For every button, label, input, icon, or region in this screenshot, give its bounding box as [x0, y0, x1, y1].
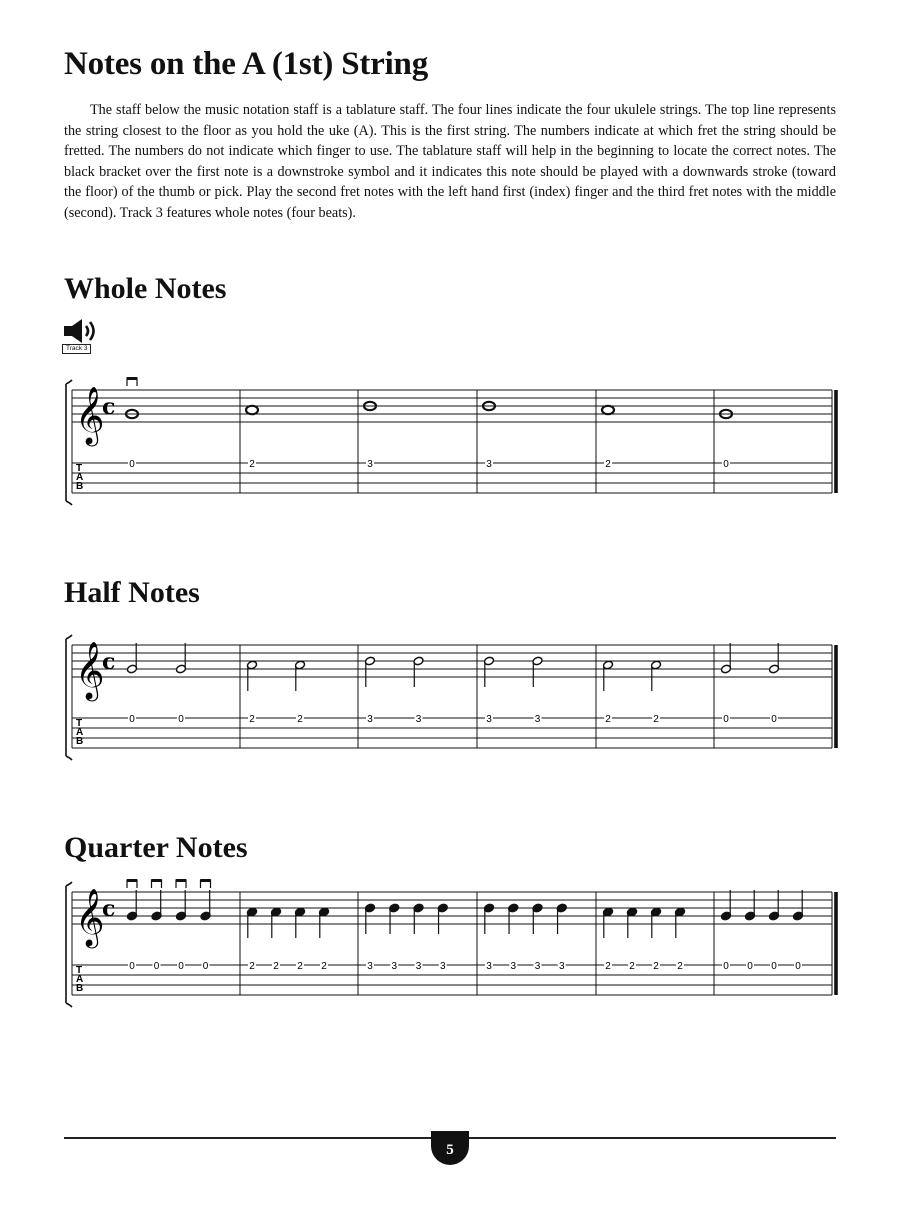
note — [365, 903, 376, 972]
note — [127, 643, 138, 725]
note — [389, 903, 400, 972]
tab-letter: T — [76, 965, 83, 976]
tab-letter: A — [76, 472, 84, 483]
note — [627, 907, 638, 972]
tab-number: 2 — [321, 961, 327, 972]
system-bracket — [66, 882, 72, 1007]
tab-letter: A — [76, 727, 84, 738]
tab-letter: T — [76, 718, 83, 729]
tab-number: 2 — [249, 714, 255, 725]
note — [745, 890, 756, 972]
tab-number: 0 — [129, 459, 135, 470]
page-title: Notes on the A (1st) String — [64, 46, 429, 82]
note — [364, 402, 376, 470]
tab-letter: B — [76, 983, 84, 994]
tab-number: 3 — [486, 961, 492, 972]
tab-number: 3 — [510, 961, 517, 972]
note — [126, 377, 138, 470]
system-bracket — [66, 380, 72, 505]
note — [176, 643, 187, 725]
tab-number: 3 — [367, 459, 373, 470]
tab-number: 0 — [747, 961, 753, 972]
note — [413, 656, 424, 725]
note — [295, 660, 306, 725]
note — [151, 879, 162, 972]
tab-number: 0 — [795, 961, 801, 972]
treble-clef: 𝄞 — [75, 386, 105, 444]
note — [651, 660, 662, 725]
tab-number: 2 — [653, 714, 659, 725]
note — [246, 406, 258, 470]
note — [247, 907, 258, 972]
tab-number: 2 — [297, 714, 303, 725]
note — [508, 903, 519, 972]
tab-number: 0 — [153, 961, 160, 972]
tab-number: 0 — [723, 459, 729, 470]
downstroke-bar — [152, 879, 162, 882]
intro-paragraph: The staff below the music notation staff is a tablature staff. The four lines indicate the four ukulele strings. The top line represents the string closest to the floor as you hold the uke (A). This is the first string. The numbers indicate at which fret the string should be fretted. The numbers do not indicate which finger to use. The tablature staff will help in the beginning to locate the correct notes. The black bracket over the first note is a downstroke symbol and it indicates this note should be played with a downwards stroke (toward the floor) of the thumb or pick. Play the second fret notes with the left hand first (index) finger and the third fret notes with the middle (second). Track 3 features whole notes (four beats). — [64, 102, 836, 221]
tab-number: 3 — [415, 714, 422, 725]
note — [176, 879, 187, 972]
music-system-half-notes — [0, 625, 900, 765]
track-label: Track 3 — [62, 344, 91, 354]
time-signature: c — [102, 649, 116, 675]
note — [127, 879, 138, 972]
notehead — [246, 406, 258, 414]
note — [247, 660, 258, 725]
tab-letter: T — [76, 463, 83, 474]
tab-number: 0 — [178, 961, 184, 972]
note — [721, 890, 732, 972]
tab-number: 2 — [297, 961, 303, 972]
note — [532, 656, 543, 725]
system-bracket — [66, 635, 72, 760]
tab-letter: B — [76, 481, 84, 492]
downstroke-bar — [176, 879, 186, 882]
note — [365, 656, 376, 725]
note — [200, 879, 211, 972]
note — [721, 643, 732, 725]
tab-number: 2 — [249, 961, 255, 972]
tab-number: 3 — [439, 961, 446, 972]
music-system-quarter-notes — [0, 872, 900, 1022]
tab-number: 3 — [367, 714, 373, 725]
note — [769, 643, 780, 725]
note — [556, 903, 567, 972]
note — [720, 410, 732, 470]
page-number: 5 — [446, 1141, 454, 1158]
tab-number: 0 — [723, 961, 729, 972]
note — [484, 656, 495, 725]
note — [793, 890, 804, 972]
note — [437, 903, 448, 972]
tab-number: 3 — [486, 459, 492, 470]
treble-clef: 𝄞 — [75, 641, 105, 699]
note — [484, 903, 495, 972]
note — [532, 903, 543, 972]
downstroke-bar — [127, 879, 137, 882]
note — [675, 907, 686, 972]
tab-number: 0 — [129, 714, 135, 725]
section-title-whole-notes: Whole Notes — [64, 272, 227, 305]
tab-letter: B — [76, 736, 84, 747]
tab-number: 3 — [367, 961, 373, 972]
tab-number: 2 — [677, 961, 683, 972]
tab-number: 3 — [558, 961, 565, 972]
tab-number: 2 — [653, 961, 659, 972]
note — [602, 406, 614, 470]
note — [769, 890, 780, 972]
tab-number: 3 — [534, 961, 541, 972]
downstroke-bar — [201, 879, 211, 882]
tab-number: 0 — [202, 961, 209, 972]
page-number-badge — [431, 1131, 469, 1165]
treble-clef: 𝄞 — [75, 888, 105, 946]
downstroke-bar — [127, 377, 137, 380]
tab-number: 2 — [605, 459, 611, 470]
time-signature: c — [102, 394, 116, 420]
tab-number: 3 — [391, 961, 398, 972]
music-system-whole-notes — [0, 370, 900, 510]
tab-number: 2 — [629, 961, 635, 972]
tab-number: 2 — [249, 459, 255, 470]
note — [295, 907, 306, 972]
tab-number: 3 — [534, 714, 541, 725]
section-title-half-notes: Half Notes — [64, 576, 200, 609]
tab-number: 2 — [273, 961, 279, 972]
tab-number: 3 — [415, 961, 422, 972]
notehead — [602, 406, 614, 414]
note — [413, 903, 424, 972]
note — [603, 907, 614, 972]
note — [651, 907, 662, 972]
note — [319, 907, 330, 972]
tab-number: 0 — [129, 961, 135, 972]
tab-number: 0 — [771, 961, 777, 972]
note — [603, 660, 614, 725]
tab-number: 2 — [605, 961, 611, 972]
tab-number: 0 — [178, 714, 184, 725]
tab-number: 3 — [486, 714, 492, 725]
note — [483, 402, 495, 470]
tab-number: 0 — [771, 714, 777, 725]
tab-number: 0 — [723, 714, 729, 725]
note — [271, 907, 282, 972]
tab-letter: A — [76, 974, 84, 985]
time-signature: c — [102, 896, 116, 922]
section-title-quarter-notes: Quarter Notes — [64, 831, 248, 864]
tab-number: 2 — [605, 714, 611, 725]
